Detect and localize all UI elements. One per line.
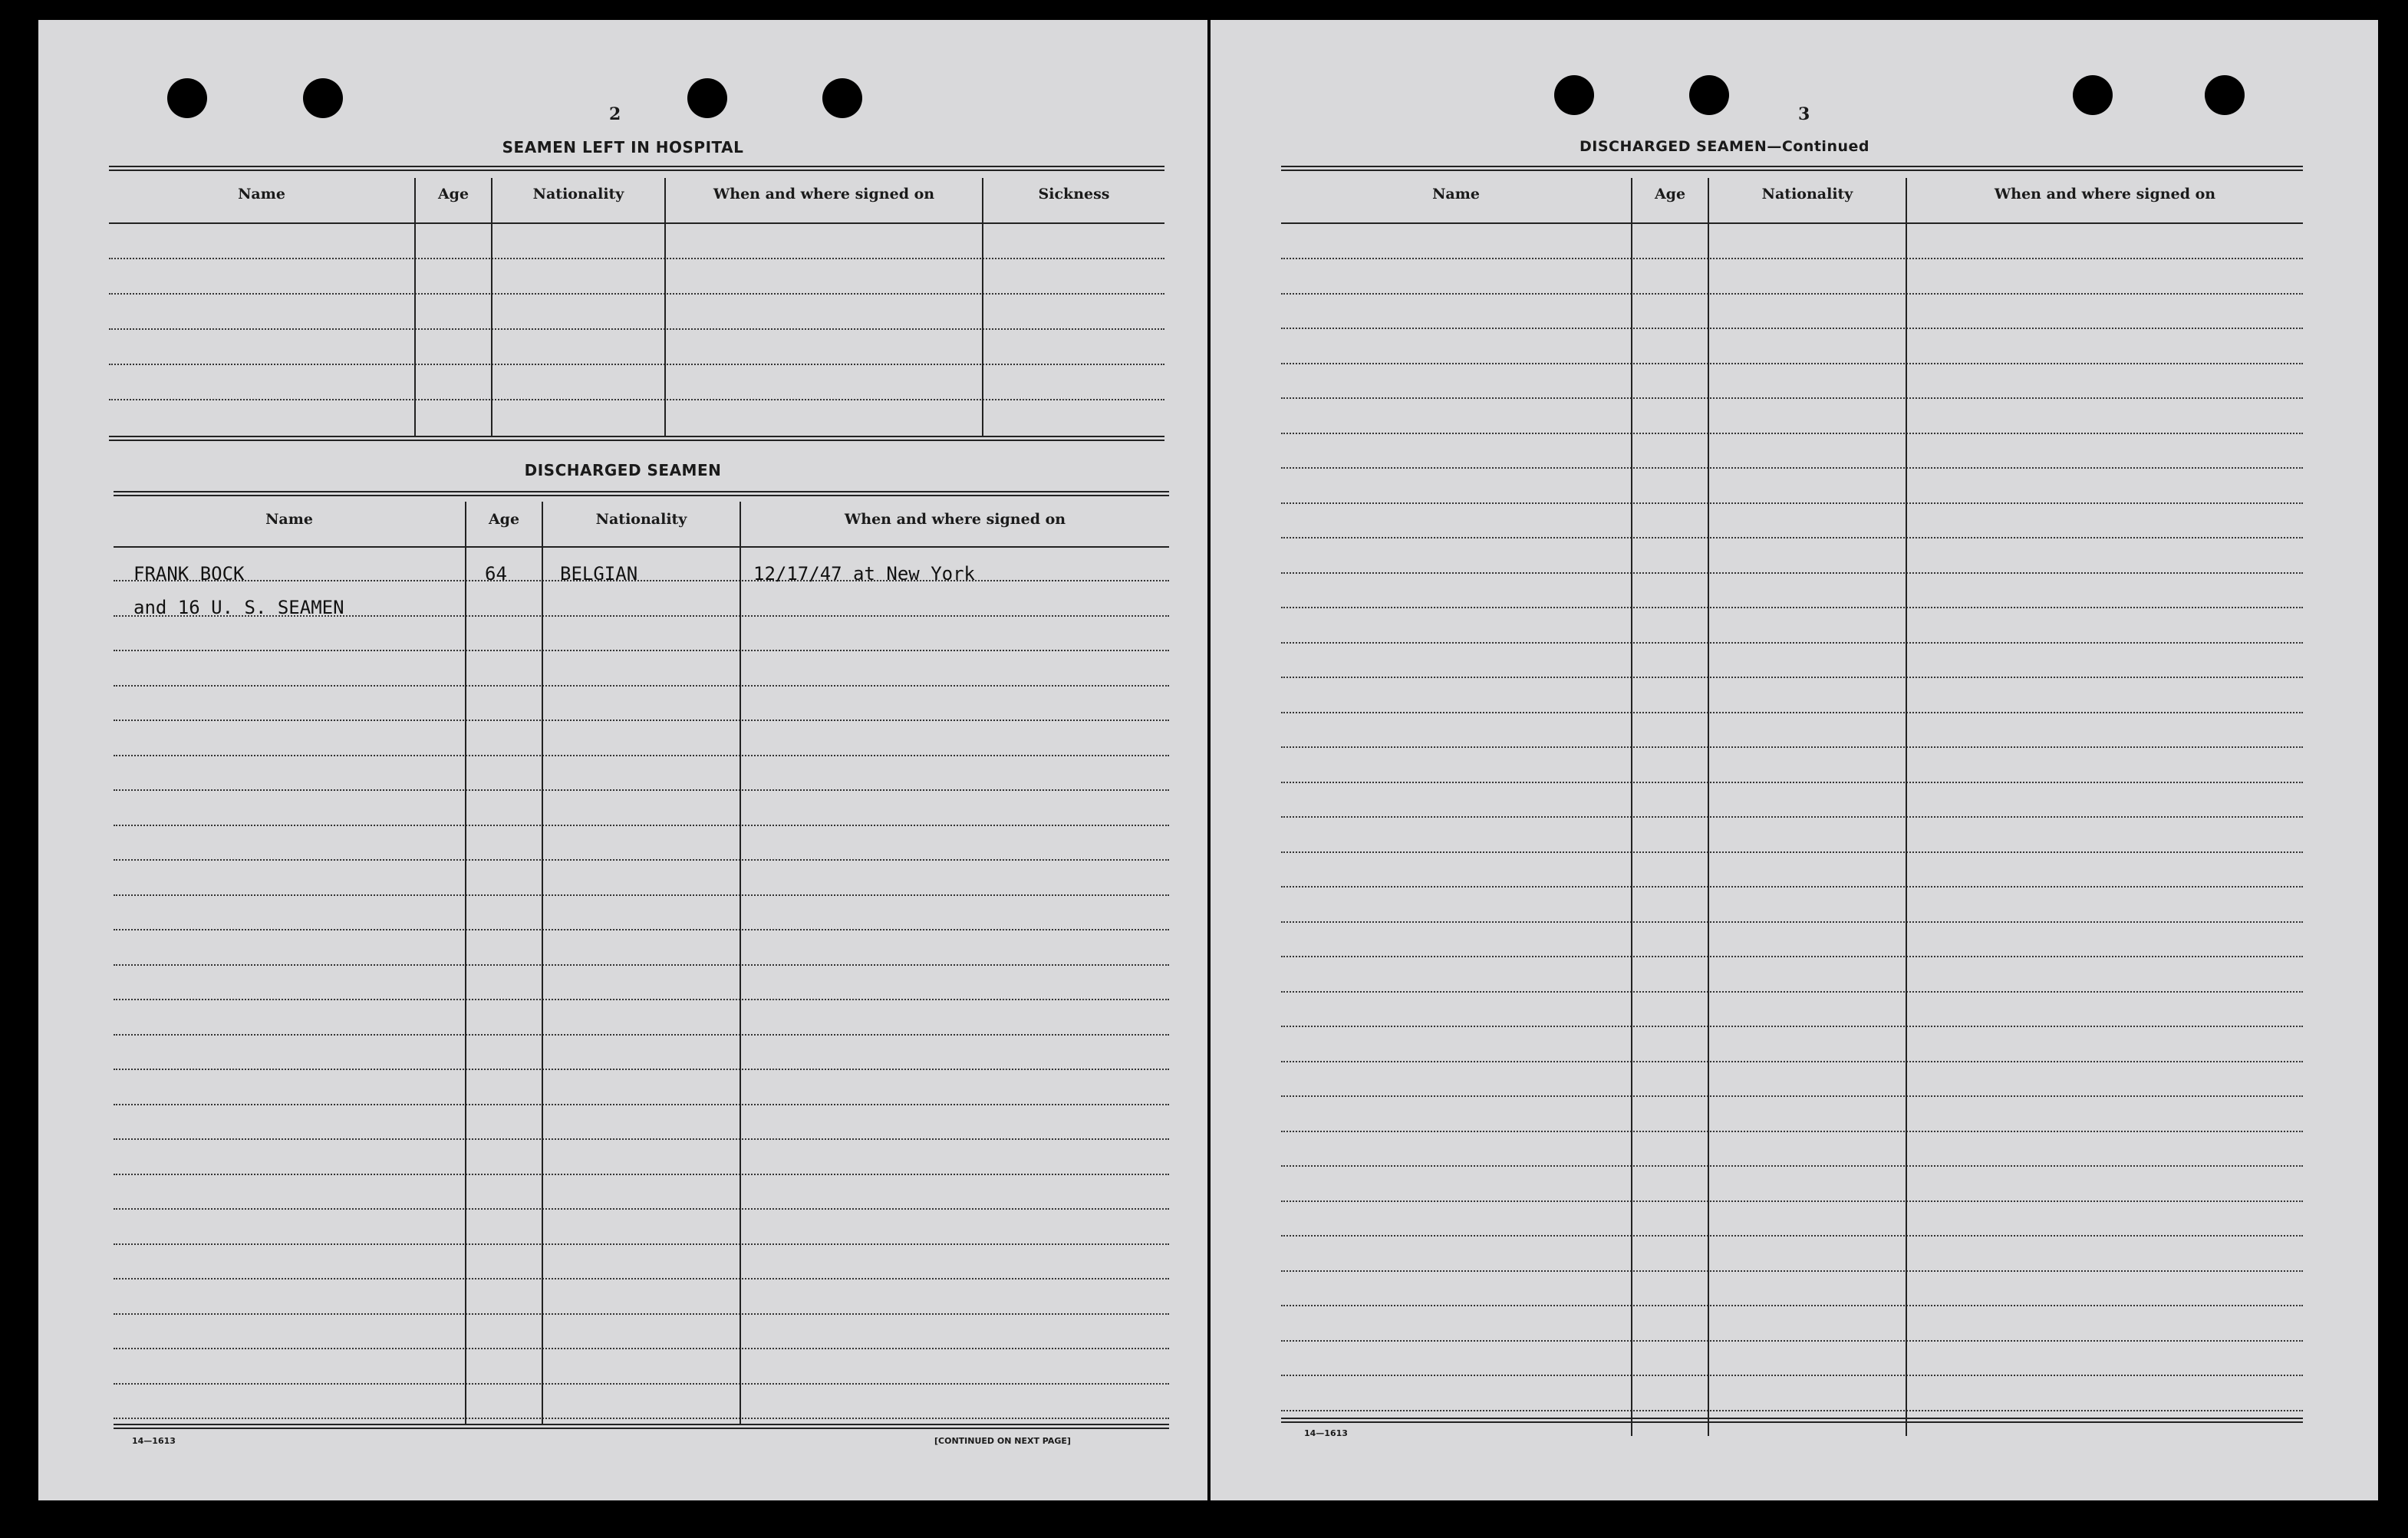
row-line xyxy=(114,720,1169,721)
row-line xyxy=(1281,328,2303,329)
row-line xyxy=(1281,886,2303,888)
hospital-section-title: SEAMEN LEFT IN HOSPITAL xyxy=(502,138,744,156)
row-line xyxy=(1281,1200,2303,1202)
column-header-signed-on: When and where signed on xyxy=(1994,186,2216,203)
row-line xyxy=(114,755,1169,756)
seaman-signed-on: 12/17/47 at New York xyxy=(753,563,975,585)
table-bottom-rule xyxy=(1281,1418,2303,1423)
column-divider xyxy=(1631,178,1632,1436)
row-line xyxy=(1281,956,2303,957)
header-rule xyxy=(114,546,1169,548)
discharged-continued-title: DISCHARGED SEAMEN—Continued xyxy=(1580,138,1869,155)
seaman-nationality: BELGIAN xyxy=(560,563,638,585)
punch-hole xyxy=(2073,75,2113,115)
left-page xyxy=(38,20,1207,1500)
row-line xyxy=(114,999,1169,1000)
row-line xyxy=(114,1104,1169,1105)
column-header-age: Age xyxy=(488,511,520,528)
row-line xyxy=(109,293,1164,295)
row-line xyxy=(1281,712,2303,713)
discharged-section-title: DISCHARGED SEAMEN xyxy=(524,461,722,479)
row-line xyxy=(1281,397,2303,399)
row-line xyxy=(114,1174,1169,1175)
punch-hole xyxy=(2205,75,2245,115)
column-divider xyxy=(465,502,466,1425)
column-divider xyxy=(491,178,492,437)
row-line xyxy=(1281,677,2303,678)
row-line xyxy=(1281,467,2303,469)
right-page xyxy=(1211,20,2378,1500)
seaman-name: and 16 U. S. SEAMEN xyxy=(133,597,344,618)
row-line xyxy=(1281,572,2303,574)
column-header-name: Name xyxy=(1432,186,1480,203)
row-line xyxy=(114,1208,1169,1210)
row-line xyxy=(1281,1270,2303,1272)
seaman-age: 64 xyxy=(485,563,507,585)
punch-hole xyxy=(303,78,343,118)
table-bottom-rule xyxy=(109,436,1164,441)
row-line xyxy=(114,789,1169,791)
page-number: 2 xyxy=(609,104,621,124)
row-line xyxy=(114,1313,1169,1315)
column-header-name: Name xyxy=(265,511,313,528)
table-top-rule xyxy=(114,491,1169,496)
header-rule xyxy=(109,222,1164,224)
row-line xyxy=(1281,502,2303,504)
row-line xyxy=(1281,258,2303,259)
row-line xyxy=(1281,1061,2303,1062)
form-number: 14—1613 xyxy=(132,1436,176,1446)
row-line xyxy=(114,685,1169,687)
column-header-age: Age xyxy=(1654,186,1686,203)
header-rule xyxy=(1281,222,2303,224)
column-divider xyxy=(414,178,416,437)
row-line xyxy=(1281,1165,2303,1167)
row-line xyxy=(114,1034,1169,1036)
row-line xyxy=(109,364,1164,365)
row-line xyxy=(114,1243,1169,1245)
table-top-rule xyxy=(1281,166,2303,171)
row-line xyxy=(1281,1235,2303,1237)
punch-hole xyxy=(1689,75,1729,115)
row-line xyxy=(1281,1131,2303,1132)
row-line xyxy=(1281,991,2303,993)
row-line xyxy=(114,1069,1169,1070)
column-header-signed-on: When and where signed on xyxy=(713,186,935,203)
row-line xyxy=(114,580,1169,581)
row-line xyxy=(114,1138,1169,1140)
row-line xyxy=(114,825,1169,826)
row-line xyxy=(114,859,1169,861)
row-line xyxy=(114,929,1169,930)
form-number: 14—1613 xyxy=(1304,1428,1348,1438)
row-line xyxy=(1281,921,2303,923)
column-header-sickness: Sickness xyxy=(1038,186,1110,203)
row-line xyxy=(109,328,1164,330)
seaman-name: FRANK BOCK xyxy=(133,563,245,585)
row-line xyxy=(1281,851,2303,853)
punch-hole xyxy=(167,78,207,118)
row-line xyxy=(1281,1340,2303,1342)
row-line xyxy=(114,1418,1169,1419)
continued-notice: [CONTINUED ON NEXT PAGE] xyxy=(934,1436,1071,1446)
column-divider xyxy=(982,178,983,437)
column-header-nationality: Nationality xyxy=(595,511,687,528)
column-header-name: Name xyxy=(238,186,285,203)
page-number: 3 xyxy=(1798,104,1810,124)
row-line xyxy=(109,399,1164,400)
table-top-rule xyxy=(109,166,1164,171)
row-line xyxy=(1281,363,2303,364)
punch-hole xyxy=(1554,75,1594,115)
row-line xyxy=(1281,1026,2303,1027)
column-header-age: Age xyxy=(437,186,469,203)
row-line xyxy=(114,1348,1169,1349)
punch-hole xyxy=(822,78,862,118)
column-divider xyxy=(740,502,741,1425)
row-line xyxy=(1281,293,2303,295)
row-line xyxy=(114,1278,1169,1279)
row-line xyxy=(109,258,1164,259)
column-header-nationality: Nationality xyxy=(1761,186,1853,203)
column-divider xyxy=(1906,178,1907,1436)
row-line xyxy=(114,1383,1169,1385)
column-divider xyxy=(664,178,666,437)
column-divider xyxy=(542,502,543,1425)
row-line xyxy=(1281,782,2303,783)
row-line xyxy=(1281,1410,2303,1411)
column-header-nationality: Nationality xyxy=(532,186,624,203)
row-line xyxy=(1281,607,2303,608)
column-divider xyxy=(1708,178,1709,1436)
table-bottom-rule xyxy=(114,1424,1169,1429)
row-line xyxy=(1281,537,2303,538)
column-header-signed-on: When and where signed on xyxy=(844,511,1066,528)
row-line xyxy=(1281,746,2303,748)
row-line xyxy=(1281,1305,2303,1306)
row-line xyxy=(1281,1095,2303,1097)
row-line xyxy=(1281,433,2303,434)
row-line xyxy=(114,894,1169,896)
row-line xyxy=(114,650,1169,651)
row-line xyxy=(1281,642,2303,644)
punch-hole xyxy=(687,78,727,118)
row-line xyxy=(1281,816,2303,818)
row-line xyxy=(1281,1375,2303,1376)
row-line xyxy=(114,964,1169,966)
